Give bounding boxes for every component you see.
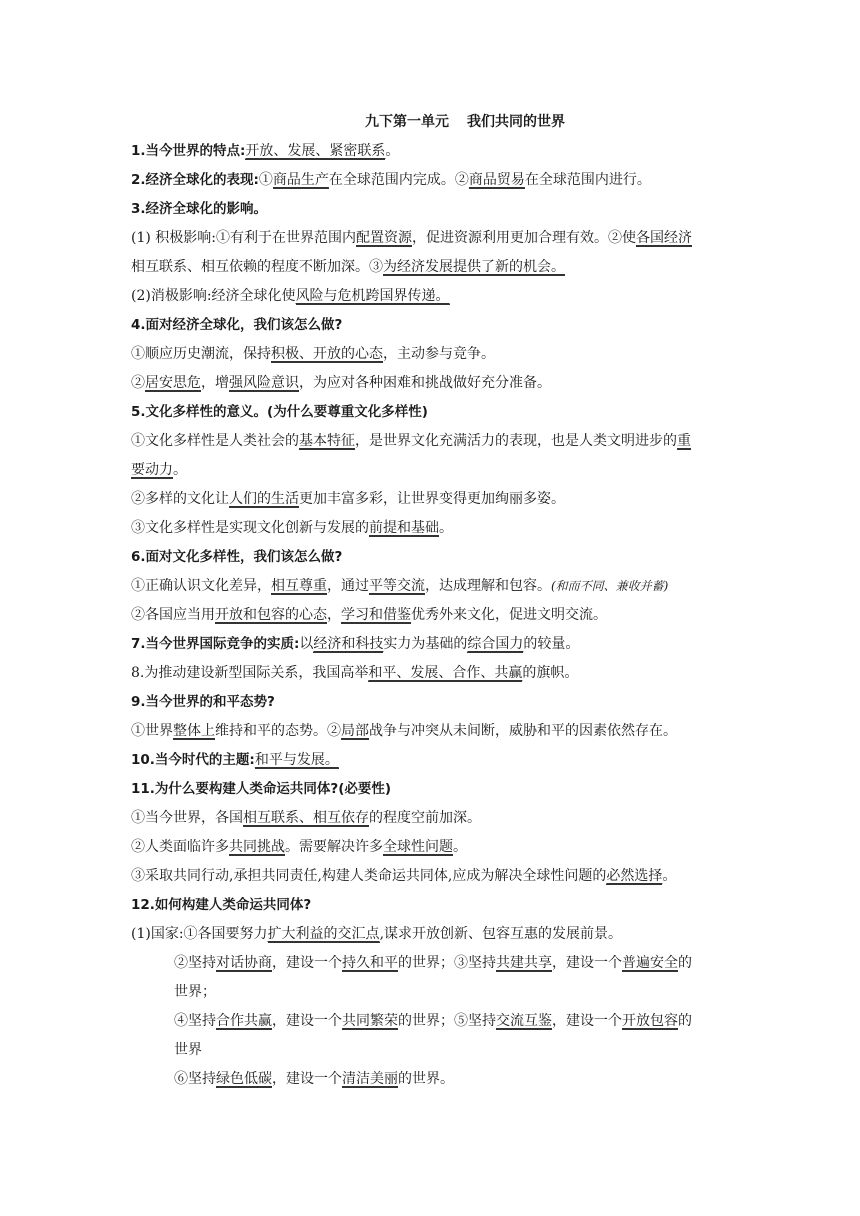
- text: 的世界；⑤坚持: [398, 1013, 496, 1029]
- text: 。: [453, 839, 467, 855]
- text: ，是世界文化充满活力的表现，也是人类文明进步的: [355, 433, 677, 449]
- text: 。需要解决许多: [285, 839, 383, 855]
- key-phrase: 综合国力: [467, 636, 524, 652]
- text: ④坚持: [174, 1013, 216, 1029]
- key-phrase: 相互尊重: [271, 578, 327, 594]
- text: (2)消极影响:经济全球化使: [131, 288, 296, 304]
- text: 的旗帜。: [522, 665, 579, 681]
- text: 。: [439, 520, 453, 536]
- key-phrase: 经济和科技: [313, 636, 384, 652]
- key-phrase: 和平与发展。: [254, 752, 339, 768]
- key-phrase: 共建共享: [496, 955, 552, 971]
- text: 战争与冲突从未间断，威胁和平的因素依然存在。: [369, 723, 677, 739]
- title-topic: 我们共同的世界: [467, 114, 565, 130]
- text: ，通过: [327, 578, 369, 594]
- heading-2: 2.经济全球化的表现:: [131, 172, 259, 188]
- key-phrase: 要动力: [131, 462, 173, 478]
- item-1: [131, 137, 737, 166]
- item-5-a: [131, 427, 737, 456]
- key-phrase: 强风险意识: [229, 375, 299, 391]
- key-phrase: 整体上: [173, 723, 215, 739]
- key-phrase: 风险与危机跨国界传递。: [295, 288, 450, 304]
- text: 在全球范围内完成。②: [328, 172, 469, 188]
- text: 更加丰富多彩，让世界变得更加绚丽多姿。: [299, 491, 565, 507]
- item-12-b-cont: [131, 978, 737, 1007]
- text: ①: [258, 172, 273, 188]
- key-phrase: 重: [677, 433, 691, 449]
- heading-10: 10.当今时代的主题:: [131, 752, 255, 768]
- item-11-b: [131, 833, 737, 862]
- text: 的世界。: [398, 1071, 454, 1087]
- key-phrase: 扩大利益的交汇点: [267, 926, 380, 942]
- heading-12: 12.如何构建人类命运共同体?: [131, 897, 312, 913]
- document-content: [131, 108, 737, 1094]
- key-phrase: 局部: [341, 723, 369, 739]
- item-3-negative: [131, 282, 737, 311]
- item-5: [131, 398, 737, 427]
- item-4: [131, 311, 737, 340]
- key-phrase: 清洁美丽: [342, 1071, 398, 1087]
- item-3: [131, 195, 737, 224]
- key-phrase: 对话协商: [216, 955, 272, 971]
- text: 相互联系、相互依赖的程度不断加深。③: [131, 259, 383, 275]
- text: (1)国家:①各国要努力: [131, 926, 268, 942]
- text: ，建设一个: [272, 1013, 342, 1029]
- item-12: [131, 891, 737, 920]
- text: 以: [299, 636, 314, 652]
- item-6-a: [131, 572, 737, 601]
- text: 实力为基础的: [383, 636, 468, 652]
- text: ②人类面临许多: [131, 839, 229, 855]
- text: ⑥坚持: [174, 1071, 216, 1087]
- item-9: [131, 688, 737, 717]
- item-11-c: [131, 862, 737, 891]
- key-phrase: 前提和基础: [369, 520, 439, 536]
- heading-3: 3.经济全球化的影响。: [131, 201, 268, 217]
- item-8: [131, 659, 737, 688]
- key-phrase: 相互联系、相互依存: [243, 810, 369, 826]
- key-phrase: 共同挑战: [229, 839, 285, 855]
- key-phrase: 必然选择: [606, 868, 663, 884]
- item-10: [131, 746, 737, 775]
- text: 优秀外来文化，促进文明交流。: [411, 607, 607, 623]
- text: ，促进资源利用更加合理有效。②使: [412, 230, 636, 246]
- text: 世界: [174, 1042, 202, 1058]
- item-3-positive-cont: [131, 253, 737, 282]
- key-phrase: 普遍安全: [622, 955, 678, 971]
- key-phrase: 人们的生活: [229, 491, 299, 507]
- key-phrase: 学习和借鉴: [341, 607, 411, 623]
- text: 。: [662, 868, 677, 884]
- text: ，建设一个: [272, 955, 342, 971]
- item-6: [131, 543, 737, 572]
- key-phrase: 各国经济: [636, 230, 692, 246]
- text: ，建设一个: [552, 1013, 622, 1029]
- text: ②各国应当用: [131, 607, 215, 623]
- handwritten-note: (和而不同、兼收并蓄): [551, 579, 669, 593]
- text: 的程度空前加深。: [369, 810, 481, 826]
- key-phrase: 交流互鉴: [496, 1013, 552, 1029]
- key-phrase: 基本特征: [299, 433, 355, 449]
- text: ，为应对各种困难和挑战做好充分准备。: [299, 375, 551, 391]
- key-phrase: 开放、发展、紧密联系: [245, 143, 386, 159]
- item-12-a: [131, 920, 737, 949]
- item-12-b: [131, 949, 737, 978]
- key-phrase: 和平、发展、合作、共赢: [368, 665, 523, 681]
- item-9-a: [131, 717, 737, 746]
- heading-6: 6.面对文化多样性，我们该怎么做?: [131, 549, 343, 565]
- key-phrase: 平等交流: [369, 578, 425, 594]
- heading-5: 5.文化多样性的意义。(为什么要尊重文化多样性): [131, 404, 428, 420]
- heading-9: 9.当今世界的和平态势?: [131, 694, 275, 710]
- text: 维持和平的态势。②: [215, 723, 341, 739]
- text: ①正确认识文化差异，: [131, 578, 271, 594]
- item-11-a: [131, 804, 737, 833]
- text: 的: [678, 955, 692, 971]
- item-12-c: [131, 1007, 737, 1036]
- item-6-b: [131, 601, 737, 630]
- key-phrase: 为经济发展提供了新的机会。: [383, 259, 565, 275]
- text: ①当今世界，各国: [131, 810, 243, 826]
- text: 。: [385, 143, 400, 159]
- text: (1) 积极影响:①有利于在世界范围内: [131, 230, 356, 246]
- text: ，达成理解和包容。: [425, 578, 551, 594]
- text: ②坚持: [174, 955, 216, 971]
- item-5-b: [131, 485, 737, 514]
- key-phrase: 绿色低碳: [216, 1071, 272, 1087]
- key-phrase: 配置资源: [356, 230, 412, 246]
- item-4-a: [131, 340, 737, 369]
- text: ③文化多样性是实现文化创新与发展的: [131, 520, 369, 536]
- item-2: [131, 166, 737, 195]
- item-5-a-cont: [131, 456, 737, 485]
- page-title: [193, 108, 737, 137]
- key-phrase: 持久和平: [342, 955, 398, 971]
- key-phrase: 积极、开放的心态: [271, 346, 383, 362]
- text: 的: [678, 1013, 692, 1029]
- text: ，: [327, 607, 341, 623]
- item-3-positive: [131, 224, 737, 253]
- item-5-c: [131, 514, 737, 543]
- item-11: [131, 775, 737, 804]
- heading-1: 1.当今世界的特点:: [131, 143, 246, 159]
- text: ①文化多样性是人类社会的: [131, 433, 299, 449]
- text: ，建设一个: [552, 955, 622, 971]
- text: ②: [131, 375, 145, 391]
- text: 世界；: [174, 984, 216, 1000]
- key-phrase: 全球性问题: [383, 839, 453, 855]
- item-4-b: [131, 369, 737, 398]
- key-phrase: 合作共赢: [216, 1013, 272, 1029]
- key-phrase: 开放包容: [622, 1013, 678, 1029]
- text: 。: [173, 462, 187, 478]
- text: 的较量。: [523, 636, 580, 652]
- heading-4: 4.面对经济全球化，我们该怎么做?: [131, 317, 343, 333]
- text: ③采取共同行动,承担共同责任,构建人类命运共同体,应成为解决全球性问题的: [131, 868, 607, 884]
- key-phrase: 开放和包容的心态: [215, 607, 327, 623]
- key-phrase: 商品贸易: [468, 172, 525, 188]
- text: ②多样的文化让: [131, 491, 229, 507]
- text: ,谋求开放创新、包容互惠的发展前景。: [379, 926, 623, 942]
- item-12-c-cont: [131, 1036, 737, 1065]
- key-phrase: 居安思危: [145, 375, 201, 391]
- text: ，主动参与竞争。: [383, 346, 495, 362]
- text: ①世界: [131, 723, 173, 739]
- title-unit: 九下第一单元: [365, 114, 449, 130]
- heading-7: 7.当今世界国际竞争的实质:: [131, 636, 300, 652]
- text: 的世界；③坚持: [398, 955, 496, 971]
- key-phrase: 商品生产: [272, 172, 329, 188]
- text: ，建设一个: [272, 1071, 342, 1087]
- text: 在全球范围内进行。: [524, 172, 651, 188]
- key-phrase: 共同繁荣: [342, 1013, 398, 1029]
- text: 8.为推动建设新型国际关系，我国高举: [131, 665, 369, 681]
- text: ，增: [201, 375, 229, 391]
- text: ①顺应历史潮流，保持: [131, 346, 271, 362]
- heading-11: 11.为什么要构建人类命运共同体?(必要性): [131, 781, 392, 797]
- item-12-d: [131, 1065, 737, 1094]
- item-7: [131, 630, 737, 659]
